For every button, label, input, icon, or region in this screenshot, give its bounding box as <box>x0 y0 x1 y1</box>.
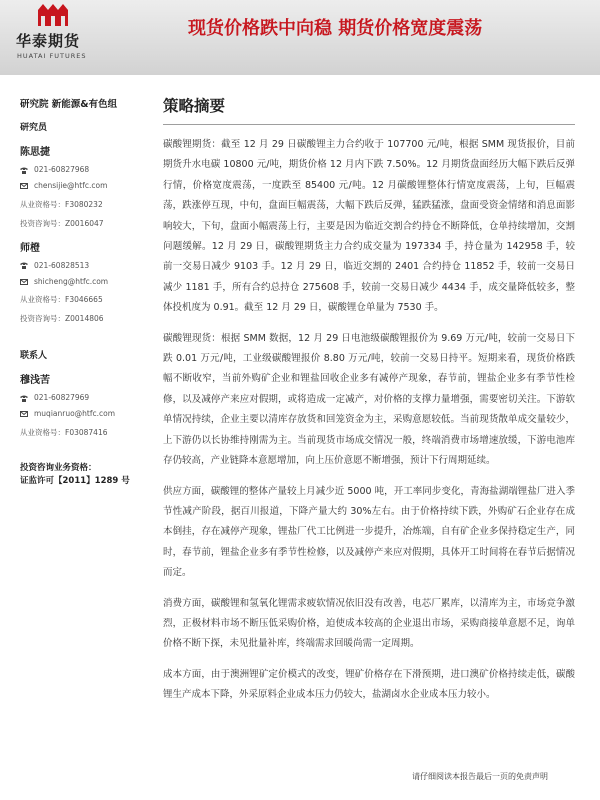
license-number: 证监许可【2011】1289 号 <box>20 475 130 486</box>
license-info <box>20 462 145 488</box>
disclaimer-note: 请仔细阅读本报告最后一页的免责声明 <box>412 772 548 781</box>
email-row <box>20 182 145 190</box>
summary-paragraph: 成本方面，由于澳洲锂矿定价模式的改变，锂矿价格存在下滑预期，进口澳矿价格持续走低，碳酸锂生产成本下降，外采原料企业成本压力仍较大，盐湖卤水企业成本压力较小。 <box>163 668 575 701</box>
phone-icon <box>20 167 28 174</box>
email-icon <box>20 411 28 417</box>
email-row <box>20 410 145 418</box>
author-sidebar <box>20 96 145 488</box>
brand-name: 华泰期货 <box>16 32 81 50</box>
phone-icon <box>20 395 28 402</box>
summary-paragraph: 碳酸锂期货：截至 12 月 29 日碳酸锂主力合约收于 107700 元/吨，根据 SMM 现货报价，目前期货升水电碳 10800 元/吨，期货价格 12 月内下跌 7.50%。12 月期货盘面经历大幅下跌后反弹行情，价格宽度震荡，一度跌至 85400 元/吨。12 月碳酸锂整体行情宽度震荡，上旬，巨幅震荡，跌涨停互现，中旬，盘面巨幅震荡，大幅下跌后反弹，猛跌猛涨，盘面受资金情绪和消息面影响较大，下旬，盘面小幅震荡上行，主要是因为临近交割合约持仓不断降低，仓单持续增加，交割问题缓解。12 月 29 日，碳酸锂期货主力合约成交量为 197334 手，持仓量为 142958 手，较前一交易日减少 9103 手。12 月 29 日，临近交割的 2401 合约持仓 11852 手，较前一交易日减少 1181 手，所有合约总持仓 275608 手，较前一交易日减少 4434 手，成交量降低较多，整体投机度为 0.91。截至 12 月 29 日，碳酸锂仓单量为 7530 手。 <box>163 139 575 314</box>
phone-row <box>20 394 145 402</box>
email-icon <box>20 279 28 285</box>
summary-paragraph: 供应方面，碳酸锂的整体产量较上月减少近 5000 吨，开工率同步变化，青海盐湖端锂盐厂进入季节性减产阶段，据百川报道，下降产量大约 30%左右。由于价格持续下跌，外购矿石企业存在成本倒挂，存在减停产现象，锂盐厂代工比例进一步提升，冶炼端，自有矿企业多保持稳定生产，同时，春节前，锂盐企业多有季节性检修，以及减停产来应对假期，具体开工时间将在春节后据情况而定。 <box>163 485 575 579</box>
researcher-card <box>20 239 145 325</box>
qualification-number: 从业资格号：F3080232 <box>20 199 103 209</box>
email-row <box>20 278 145 286</box>
phone-row <box>20 262 145 270</box>
phone-number: 021-60827969 <box>34 393 90 402</box>
phone-number: 021-60827968 <box>34 165 90 174</box>
researchers-heading: 研究员 <box>20 123 48 133</box>
report-header <box>0 0 600 75</box>
brand-name-english: HUATAI FUTURES <box>17 52 87 60</box>
license-label: 投资咨询业务资格： <box>20 462 97 473</box>
summary-paragraph: 消费方面，碳酸锂和氢氧化锂需求疲软情况依旧没有改善，电芯厂累库，以清库为主，市场竞争激烈，正极材料市场不断压低采购价格，迫使成本较高的企业退出市场，采购商接单意愿不足，询单价格不断下探，未见批量补库，终端需求回暖尚需一定周期。 <box>163 597 575 650</box>
summary-paragraph: 碳酸锂现货：根据 SMM 数据，12 月 29 日电池级碳酸锂报价为 9.69 万元/吨，较前一交易日下跌 0.01 万元/吨，工业级碳酸锂报价 8.80 万元/吨，较前一交易日持平。短期来看，现货价格跌幅不断收窄，当前外购矿企业和锂盐回收企业多有减停产现象，春节前，锂盐企业多有季节性检修，以及减停产来应对假期，或将造成一定减产，对价格的支撑力量增强，需要密切关注。下游软单情况持续，企业主要以清库存放货和回笼资金为主，采购意愿较低。当前现货散单成交量较少，上下游仍以长协维持刚需为主。当前现货市场成交情况一般，终端消费市场增速放缓，下游电池库存仍较高，产业链降本意愿增加，向上压价意愿不断增强，预计下行周期延续。 <box>163 332 575 467</box>
strategy-summary <box>163 94 575 716</box>
phone-icon <box>20 262 28 269</box>
investment-consulting-number: 投资咨询号：Z0014806 <box>20 314 104 323</box>
section-title: 策略摘要 <box>163 97 226 115</box>
researcher-card <box>20 143 145 229</box>
phone-number: 021-60828513 <box>34 260 90 270</box>
contact-name: 穆浅苦 <box>20 375 50 386</box>
email-icon <box>20 183 28 189</box>
email-address[interactable]: muqianruo@htfc.com <box>34 409 116 419</box>
phone-row <box>20 166 145 174</box>
qualification-number: 从业资格号：F3046665 <box>20 295 103 304</box>
investment-consulting-number: 投资咨询号：Z0016047 <box>20 218 104 228</box>
contact-card <box>20 371 145 438</box>
huatai-logo-icon <box>38 4 68 26</box>
title-divider <box>163 124 575 125</box>
researcher-name: 师橙 <box>20 242 40 254</box>
qualification-number: 从业资格号：F03087416 <box>20 427 108 437</box>
contact-heading: 联系人 <box>20 351 48 361</box>
email-address[interactable]: chensijie@htfc.com <box>34 181 108 191</box>
department-label: 研究院 新能源&有色组 <box>20 99 118 110</box>
email-address[interactable]: shicheng@htfc.com <box>34 276 109 286</box>
researcher-name: 陈思捷 <box>20 147 50 158</box>
report-headline: 现货价格跌中向稳 期货价格宽度震荡 <box>188 18 483 39</box>
